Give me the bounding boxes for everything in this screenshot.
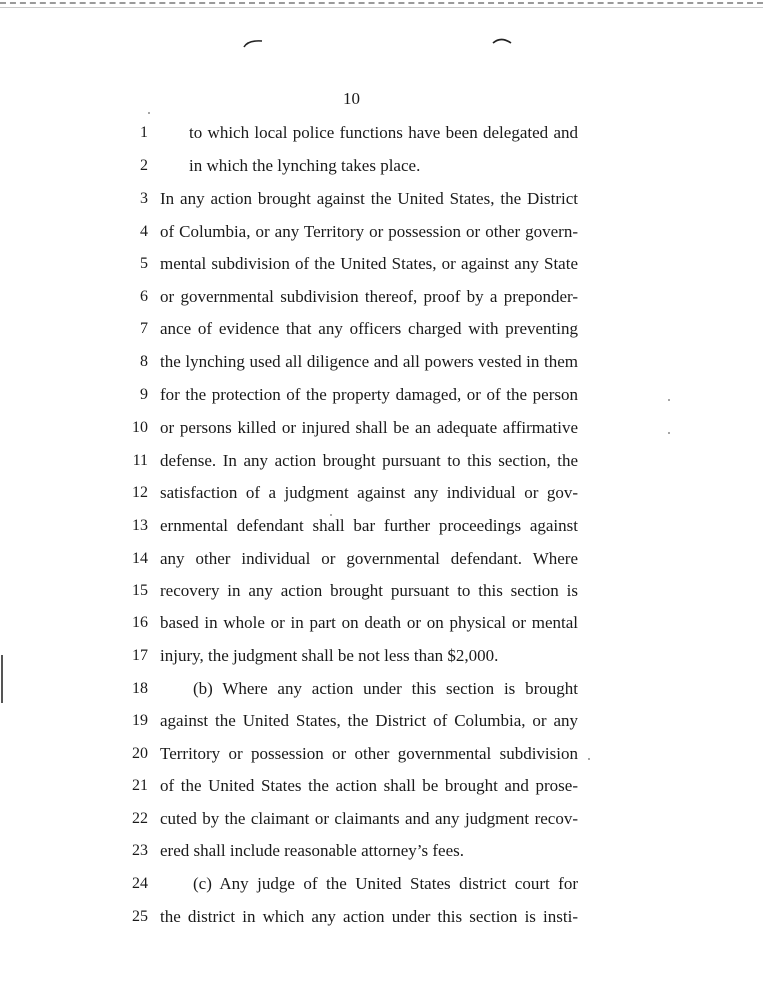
line-text: injury, the judgment shall be not less than $2,000. (160, 646, 499, 665)
line-text: for the protection of the property damaged, or of the person (160, 385, 578, 404)
line-number: 18 (132, 680, 148, 697)
line-number: 15 (132, 582, 148, 599)
scan-mark-right (492, 36, 512, 46)
line-text: (c) Any judge of the United States district court for (193, 874, 578, 893)
line-number: 22 (132, 810, 148, 827)
line-text: against the United States, the District of Columbia, or any (160, 711, 578, 730)
scan-speck (148, 112, 150, 114)
line-text: the lynching used all diligence and all powers vested in them (160, 352, 578, 371)
line-number: 23 (132, 842, 148, 859)
page-number: 10 (343, 89, 360, 108)
line-number: 17 (132, 647, 148, 664)
line-text: or persons killed or injured shall be an adequate affirmative (160, 418, 578, 437)
scan-top-border (0, 2, 763, 4)
line-text: cuted by the claimant or claimants and any judgment recov- (160, 809, 578, 828)
line-text: the district in which any action under this section is insti- (160, 907, 578, 926)
line-number: 7 (140, 320, 148, 337)
line-number: 14 (132, 550, 148, 567)
line-text: defense. In any action brought pursuant to this section, the (160, 451, 578, 470)
line-text: of Columbia, or any Territory or possession or other govern- (160, 222, 578, 241)
line-number: 24 (132, 875, 148, 892)
line-text: in which the lynching takes place. (189, 156, 421, 175)
scan-speck (668, 399, 670, 401)
scan-mark-left (243, 38, 263, 48)
line-number: 2 (140, 157, 148, 174)
line-number: 6 (140, 288, 148, 305)
line-text: recovery in any action brought pursuant to this section is (160, 581, 578, 600)
line-number: 9 (140, 386, 148, 403)
line-text: ance of evidence that any officers charged with preventing (160, 319, 578, 338)
line-text: In any action brought against the United States, the District (160, 189, 578, 208)
line-text: mental subdivision of the United States, or against any State (160, 254, 578, 273)
line-text: ernmental defendant shall bar further proceedings against (160, 516, 578, 535)
line-number: 1 (140, 124, 148, 141)
line-number: 20 (132, 745, 148, 762)
line-number: 21 (132, 777, 148, 794)
scan-top-rule (0, 7, 763, 8)
scan-speck (588, 758, 590, 760)
line-number: 10 (132, 419, 148, 436)
line-text: ered shall include reasonable attorney’s fees. (160, 841, 464, 860)
line-number: 12 (132, 484, 148, 501)
line-number: 13 (132, 517, 148, 534)
line-number: 16 (132, 614, 148, 631)
line-number: 5 (140, 255, 148, 272)
line-text: based in whole or in part on death or on physical or mental (160, 613, 578, 632)
line-text: any other individual or governmental defendant. Where (160, 549, 578, 568)
line-text: satisfaction of a judgment against any individual or gov- (160, 483, 578, 502)
line-text: or governmental subdivision thereof, proof by a preponder- (160, 287, 578, 306)
scan-speck (330, 514, 332, 516)
line-number: 8 (140, 353, 148, 370)
line-number: 19 (132, 712, 148, 729)
scan-edge-mark (1, 655, 3, 703)
line-text: of the United States the action shall be brought and prose- (160, 776, 578, 795)
line-number: 4 (140, 223, 148, 240)
scan-speck (668, 432, 670, 434)
line-text: (b) Where any action under this section is brought (193, 679, 578, 698)
line-text: to which local police functions have been delegated and (189, 123, 578, 142)
line-number: 3 (140, 190, 148, 207)
line-text: Territory or possession or other governmental subdivision (160, 744, 578, 763)
line-number: 25 (132, 908, 148, 925)
line-number: 11 (132, 452, 148, 469)
